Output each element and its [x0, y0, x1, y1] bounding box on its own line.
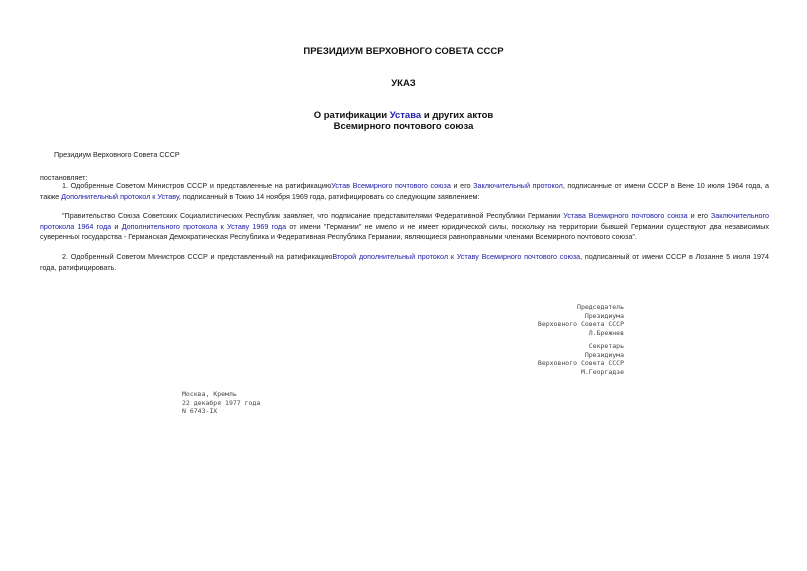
decides-line: постановляет: — [40, 173, 88, 182]
p1-text-d: , подписанный в Токио 14 ноября 1969 года, ратифицировать со следующим заявлением: — [178, 191, 480, 201]
p1-text-b: и его — [450, 181, 474, 190]
issuing-body-heading: ПРЕЗИДИУМ ВЕРХОВНОГО СОВЕТА СССР — [303, 46, 504, 57]
link-charter[interactable]: Устав Всемирного почтового союза — [331, 181, 451, 190]
link-second-additional-protocol[interactable]: Второй дополнительный протокол к Уставу Всемирного почтового союза — [332, 252, 581, 261]
document-title-line-1 — [0, 110, 807, 121]
title-text-pre: О ратификации — [313, 110, 390, 121]
issuer-line: Президиум Верховного Совета СССР — [54, 150, 180, 159]
decree-number: N 6743-IX — [182, 407, 218, 416]
date-line: 22 декабря 1977 года — [182, 398, 261, 407]
chairman-title: Председатель — [577, 303, 624, 311]
p2-text-b: , подписанный от имени СССР в Лозанне 5 июля 1974 года, ратифицировать. — [40, 252, 769, 272]
secretary-signature-block — [500, 342, 624, 376]
quote-text-a: "Правительство Союза Советских Социалистических Республик заявляет, что подписание представителями Федеративной Республики Германии — [62, 211, 564, 220]
link-final-protocol-quote[interactable]: Заключительного протокола 1964 года — [40, 211, 769, 231]
quote-text-c: и — [111, 221, 122, 231]
secretary-presidium: Президиума — [584, 350, 624, 359]
title-link-charter[interactable]: Устава — [389, 110, 422, 121]
place-line: Москва, Кремль — [182, 390, 237, 398]
document-title-line-2: Всемирного почтового союза — [333, 121, 474, 132]
link-charter-quote[interactable]: Устава Всемирного почтового союза — [563, 211, 688, 220]
chairman-council: Верховного Совета СССР — [537, 320, 624, 329]
chairman-presidium: Президиума — [584, 311, 624, 320]
p2-text-a: 2. Одобренный Советом Министров СССР и представленный на ратификацию — [62, 252, 333, 261]
secretary-council: Верховного Совета СССР — [537, 359, 624, 368]
secretary-name: М.Георгадзе — [580, 367, 624, 376]
p1-text-c: , подписанные от имени СССР в Вене 10 июля 1964 года, а также — [40, 181, 769, 201]
declaration-quote — [40, 211, 769, 243]
chairman-name: Л.Брежнев — [588, 328, 624, 337]
chairman-signature-block — [500, 303, 624, 337]
quote-text-d: от имени "Германии" не имело и не имеет юридической силы, поскольку на территории бывшей Германии существуют два независимых суверенных государства - Германская Демократическая Республика и Федеративная Республика Германии, являющиеся равноправными членами Всемирного почтового союза". — [40, 221, 770, 241]
paragraph-2 — [40, 252, 769, 273]
secretary-title: Секретарь — [588, 342, 624, 350]
paragraph-1 — [40, 181, 769, 202]
link-final-protocol[interactable]: Заключительный протокол — [473, 181, 563, 190]
p1-text-a: 1. Одобренные Советом Министров СССР и представленные на ратификацию — [62, 181, 332, 190]
quote-text-b: и его — [687, 211, 711, 220]
place-date-block — [182, 390, 260, 416]
link-additional-protocol[interactable]: Дополнительный протокол к Уставу — [61, 191, 179, 201]
title-text-post: и других актов — [421, 110, 494, 121]
document-type-heading: УКАЗ — [391, 78, 416, 89]
link-additional-protocol-quote[interactable]: Дополнительного протокола к Уставу 1969 года — [121, 221, 287, 231]
